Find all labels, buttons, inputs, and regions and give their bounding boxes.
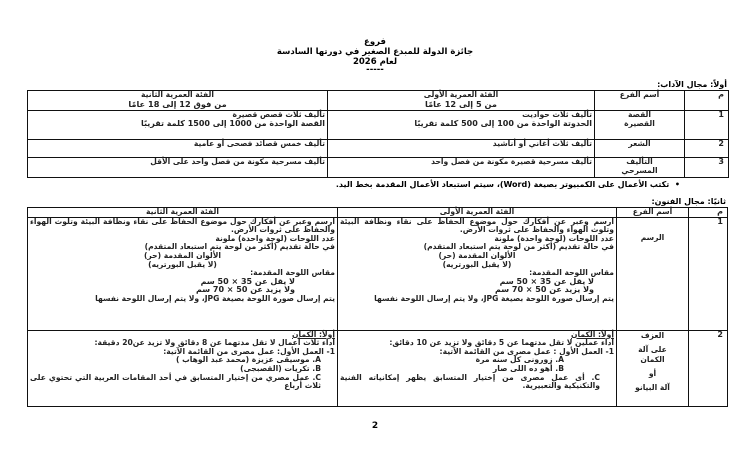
row-branch <box>595 111 685 140</box>
cell-line: تأليف ثلاث قصص قصيرة <box>232 110 325 119</box>
col-header-group1 <box>328 91 595 111</box>
drawing-submission: يتم إرسال صورة اللوحة بصيغة JPG، ولا يتم إرسال اللوحة نفسها <box>95 293 335 303</box>
table-row-performance <box>28 330 728 406</box>
group1-title: الفئة العمرية الأولى <box>423 90 499 99</box>
row-group1: تأليف مسرحية قصيرة مكونة من فصل واحد <box>328 158 595 178</box>
arts-table-header <box>28 208 728 218</box>
performance-group2 <box>28 330 338 406</box>
header-line-award: جائزة الدولة للمبدع الصغير في دورتها السادسة <box>276 47 474 57</box>
row-num: 2 <box>685 140 729 158</box>
drawing-no-portrait: (لا يقبل البورتريه) <box>148 259 217 269</box>
performance-intro: أداء ثلاث أعمال لا تقل مدتهما عن 8 دقائق ولا تزيد عن20 دقيقة: <box>94 338 335 348</box>
performance-option-a: A. زورونى كل سنه مرة <box>475 355 564 365</box>
arts-table <box>27 207 728 407</box>
drawing-size-max: ولا يزيد عن 50 × 70 سم <box>195 285 295 295</box>
drawing-size-min: لا يقل عن 35 × 50 سم <box>200 276 295 286</box>
row-group1 <box>328 111 595 140</box>
branch-line: على آلة <box>638 345 667 355</box>
row-num: 2 <box>689 330 728 406</box>
drawing-size-label: مقاس اللوحة المقدمة: <box>529 268 614 278</box>
header-separator: ----- <box>366 65 384 75</box>
drawing-count: عدد اللوحات (لوحة واحدة) ملونة <box>494 233 614 243</box>
drawing-size-max: ولا يزيد عن 50 × 70 سم <box>494 285 594 295</box>
header-line-year: لعام 2026 <box>352 57 398 67</box>
drawing-intro: ارسم وعبر عن أفكارك حول موضوع الحفاظ على نقاء ونظافة البيئة وتلوث الهواء والحفاظ على ثروات الأرض. <box>30 216 335 235</box>
performance-item: 1- العمل الأول: عمل مصرى من القائمة الآتية: <box>163 346 335 356</box>
drawing-submission: يتم إرسال صورة اللوحة بصيغة JPG، ولا يتم إرسال اللوحة نفسها <box>374 293 614 303</box>
drawing-intro: ارسم وعبر عن أفكارك حول موضوع الحفاظ على نقاء ونظافة البيئة وتلوث الهواء والحفاظ على ثروات الأرض. <box>340 216 614 235</box>
performance-option-c: C. أى عمل مصرى من إختيار المتسابق يظهر إمكانياته الفنية والتكنيكية والتعبيرية. <box>340 372 600 391</box>
branch-line: آلة البيانو <box>635 382 670 392</box>
drawing-group1 <box>338 217 617 330</box>
col-header-branch: أسم الفرع <box>595 91 685 111</box>
performance-intro: أداء عملين لا تقل مدتهما عن 5 دقائق ولا تزيد عن 10 دقائق: <box>389 338 614 348</box>
group2-title: الفئة العمرية الثانية <box>141 90 214 99</box>
cell-line: تأليف ثلاث حواديت <box>522 110 592 119</box>
branch-label: الرسم <box>640 232 665 242</box>
row-branch <box>617 217 689 330</box>
col-header-group1: الفئة العمرية الأولى <box>338 208 617 218</box>
row-branch: الشعر <box>595 140 685 158</box>
drawing-no-portrait: (لا يقبل البورتريه) <box>442 259 512 269</box>
literature-table <box>27 90 729 178</box>
branch-line: الكمان <box>640 354 665 364</box>
drawing-colors: الألوان المقدمة (حر) <box>438 250 516 260</box>
format-note <box>150 180 680 189</box>
branch-line: العزف <box>640 330 665 340</box>
drawing-count: عدد اللوحات (لوحة واحدة) ملونة <box>215 233 335 243</box>
document-header <box>200 37 550 74</box>
drawing-size-min: لا يقل عن 35 × 50 سم <box>499 276 594 286</box>
row-group2: تأليف مسرحية مكونة من فصل واحد على الأقل <box>28 158 328 178</box>
row-num: 1 <box>685 111 729 140</box>
table-row <box>28 111 729 140</box>
performance-option-b: B. تكريات (القصبجى) <box>240 363 321 373</box>
table-row <box>28 158 729 178</box>
performance-option-c: C. عمل مصري من إختيار المتسابق في أحد المقامات العربية التي تحتوي على ثلاث أرباع <box>30 372 321 391</box>
violin-subheading: أولاً: الكمان <box>292 329 335 339</box>
note-text: تكتب الأعمال على الكمبيوتر بصيغة (Word)، سيتم استبعاد الأعمال المقدمة بخط اليد. <box>335 180 670 189</box>
branch-line: القصيرة <box>624 118 655 128</box>
literature-heading: أولاً: مجال الآداب: <box>657 80 727 89</box>
group1-age: من 5 إلى 12 عامًا <box>425 98 497 109</box>
col-header-num: م <box>685 91 729 111</box>
violin-subheading: أولاً: الكمان <box>571 329 614 339</box>
col-header-group2: الفئة العمرية الثانية <box>28 208 338 218</box>
drawing-colors: الألوان المقدمة (حر) <box>143 250 222 260</box>
performance-group1 <box>338 330 617 406</box>
branch-line: أو <box>648 369 657 379</box>
cell-line: الحدوتة الواحدة من 100 إلى 500 كلمة تقريبًا <box>414 118 592 128</box>
row-branch <box>617 330 689 406</box>
drawing-exclusion: في حالة تقديم (أكثر من لوحة يتم استبعاد المتقدم) <box>423 242 614 252</box>
page-number: 2 <box>371 421 379 431</box>
bullet-icon: • <box>669 180 680 189</box>
header-line-branches: فروع <box>364 37 386 47</box>
col-header-num: م <box>689 208 728 218</box>
col-header-group2 <box>28 91 328 111</box>
table-row-drawing <box>28 217 728 330</box>
performance-item: 1- العمل الأول : عمل مصرى من القائمة الآتية: <box>439 346 614 356</box>
row-group2 <box>28 111 328 140</box>
literature-table-header <box>28 91 729 111</box>
drawing-group2 <box>28 217 338 330</box>
row-num: 1 <box>689 217 728 330</box>
row-group2: تأليف خمس قصائد فصحى أو عامية <box>28 140 328 158</box>
performance-option-b: B. أهو ده اللى صار <box>492 363 564 373</box>
row-branch <box>595 158 685 178</box>
performance-option-a: A. موسيقى عزيزة (محمد عبد الوهاب ) <box>175 355 321 365</box>
group2-age: من فوق 12 إلى 18 عامًا <box>128 98 227 109</box>
row-group1: تأليف ثلاث أغاني أو أناشيد <box>328 140 595 158</box>
col-header-branch: أسم الفرع <box>617 208 689 218</box>
arts-heading: ثانيًا: مجال الفنون: <box>651 197 726 206</box>
row-num: 3 <box>685 158 729 178</box>
table-row <box>28 140 729 158</box>
drawing-exclusion: في حالة تقديم (أكثر من لوحة يتم استبعاد المتقدم) <box>144 242 335 252</box>
branch-line: التأليف <box>626 157 653 166</box>
cell-line: القصة الواحدة من 1000 إلى 1500 كلمة تقريبًا <box>140 118 325 128</box>
branch-line: القصة <box>627 110 651 119</box>
branch-line: المسرحي <box>621 165 658 175</box>
drawing-size-label: مقاس اللوحة المقدمة: <box>250 268 335 278</box>
